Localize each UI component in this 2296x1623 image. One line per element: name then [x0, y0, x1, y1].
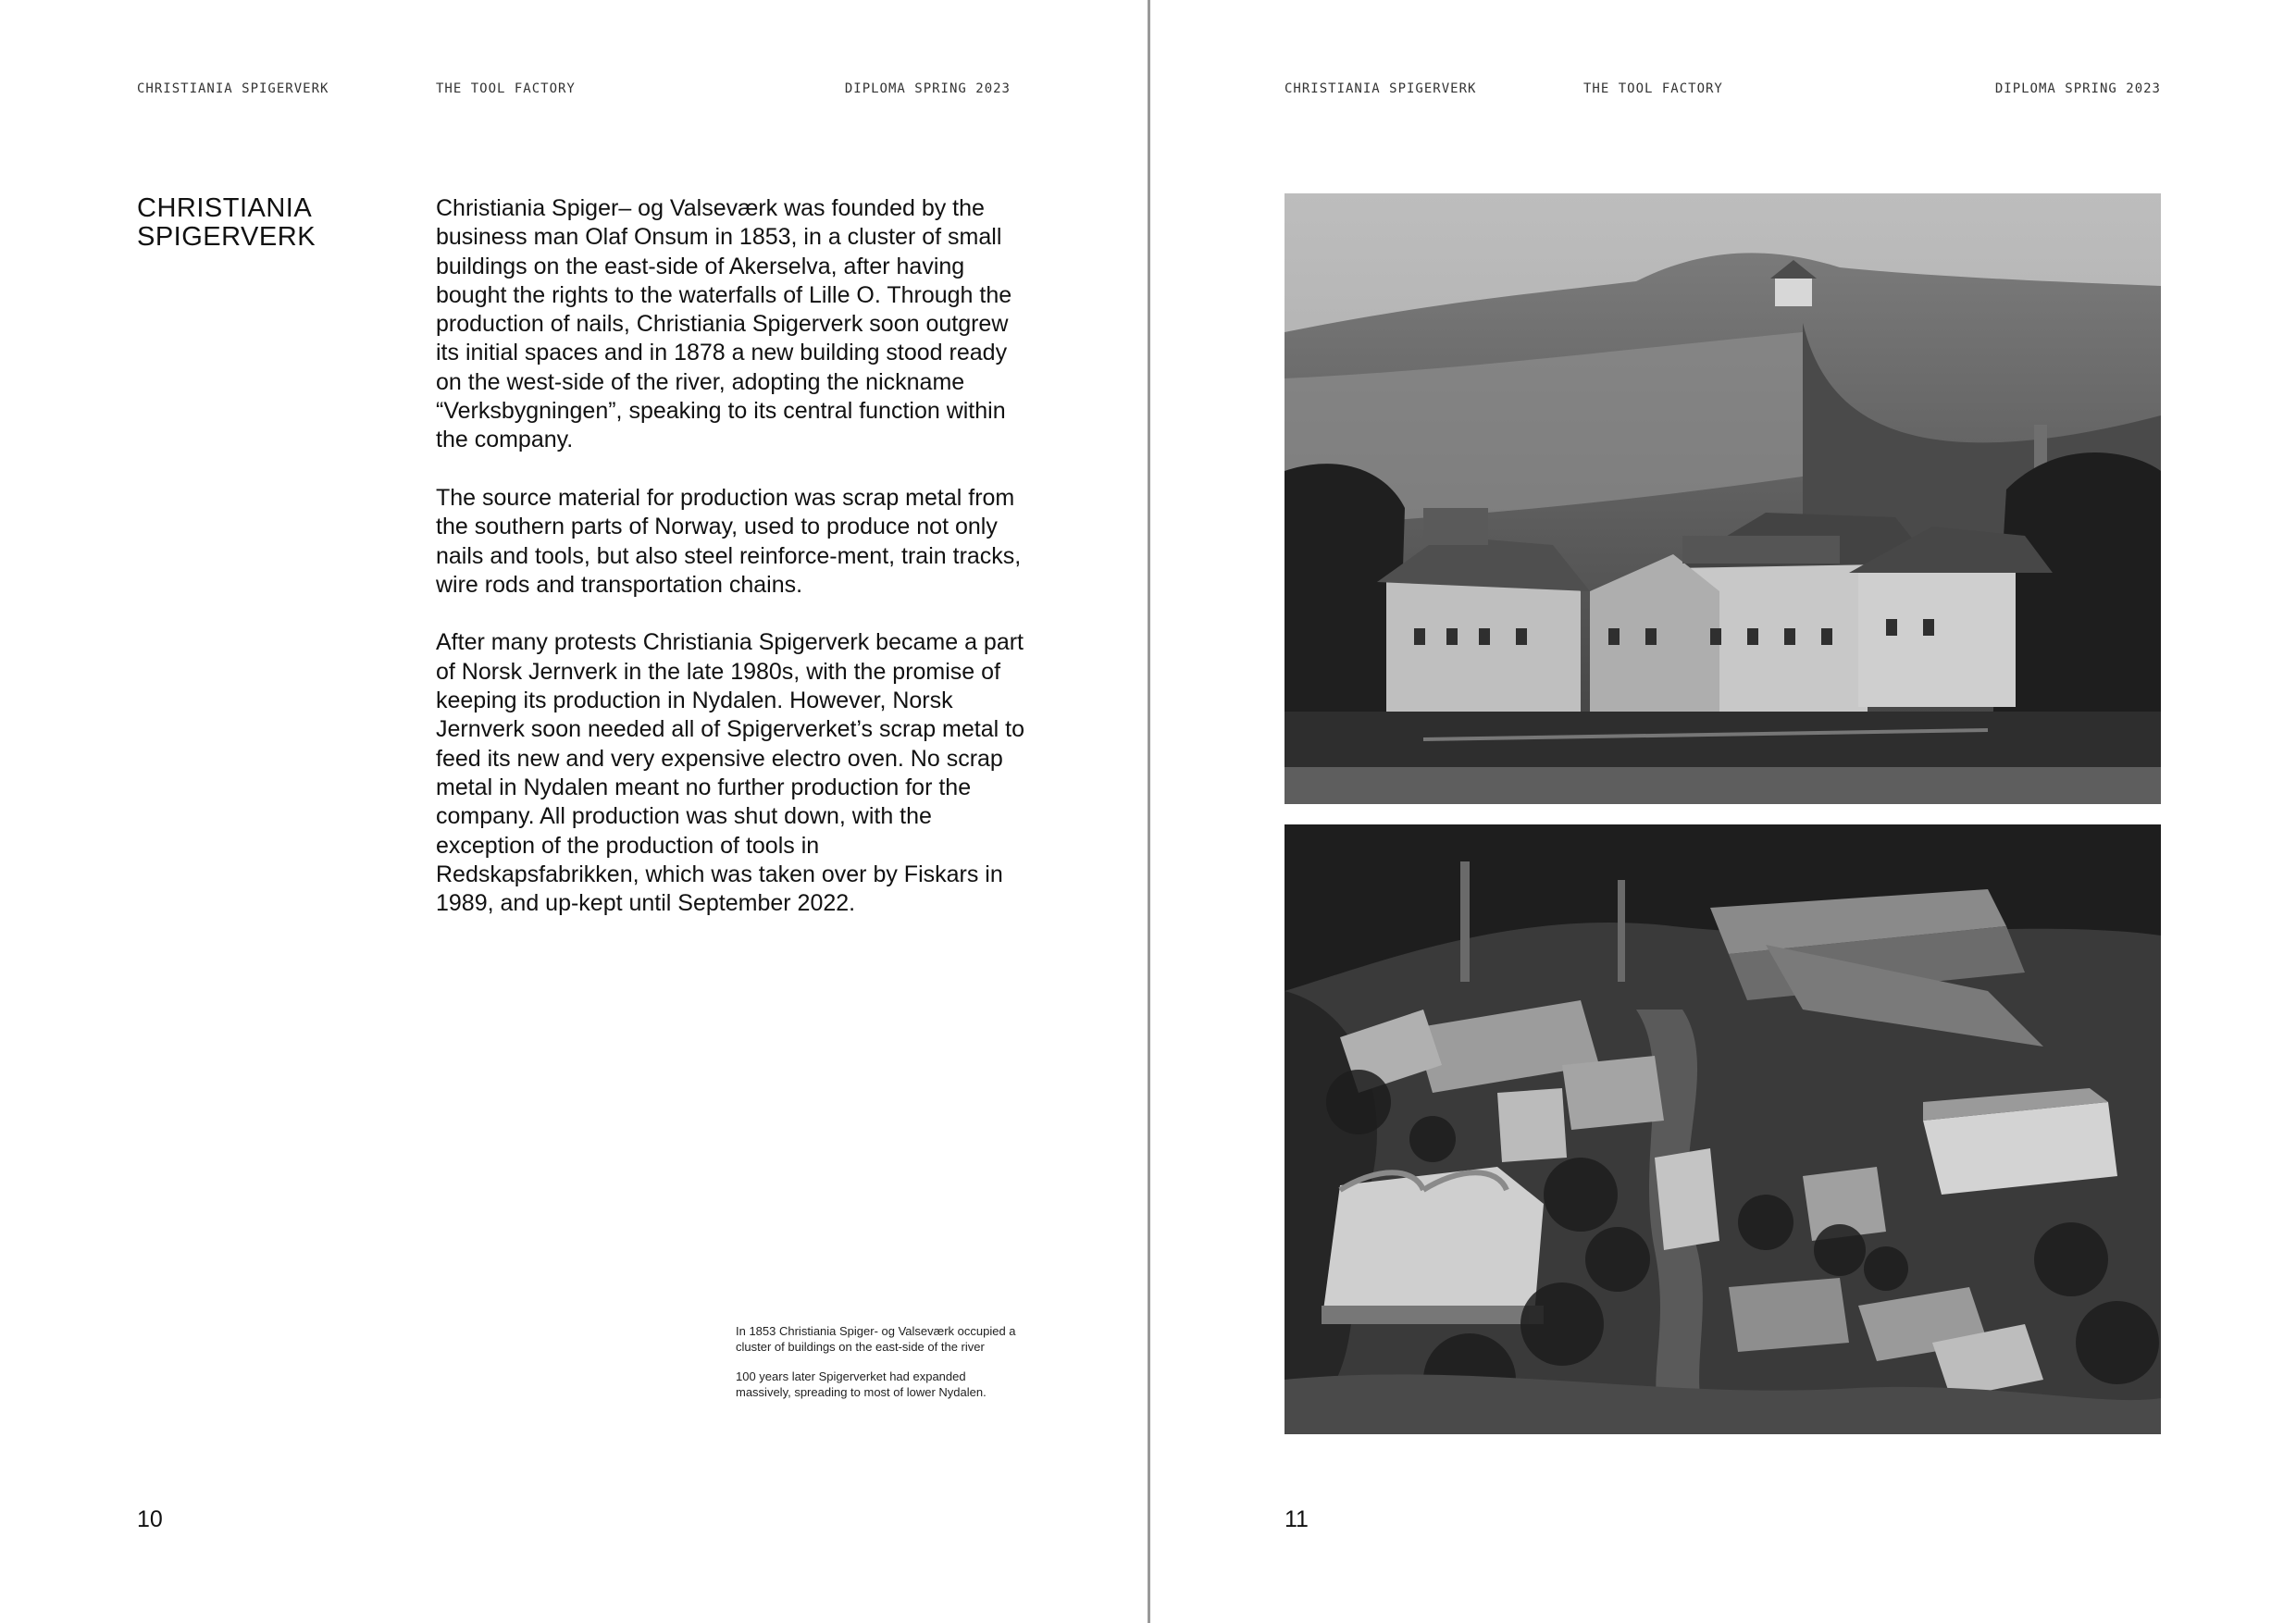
photo-aerial-expanded-works-image — [1285, 824, 2161, 1434]
section-title: CHRISTIANIA SPIGERVERK — [137, 193, 316, 252]
photo-aerial-expanded-works — [1285, 824, 2161, 1434]
paragraph: The source material for production was scrap metal from the southern parts of Norway, used to produce not only nails and tools, but also steel reinforce-ment, train tracks, wire rods and transportation chains. — [436, 484, 1022, 598]
caption-top-photo: In 1853 Christiania Spiger- og Valseværk occupied a cluster of buildings on the east-side of the river — [736, 1324, 1016, 1354]
header-title: THE TOOL FACTORY — [1583, 81, 1723, 96]
body-text — [436, 194, 1028, 948]
photo-factory-1853-image — [1285, 193, 2161, 804]
header-project: CHRISTIANIA SPIGERVERK — [137, 81, 329, 96]
photo-captions — [736, 1324, 1023, 1415]
header-title: THE TOOL FACTORY — [436, 81, 576, 96]
paragraph: After many protests Christiania Spigerverk became a part of Norsk Jernverk in the late 1980s, with the promise of keeping its production in Nydalen. However, Norsk Jernverk soon needed all of Spigerverket’s scrap metal to feed its new and very expensive electro oven. No scrap metal in Nydalen meant no further production for the company. All production was shut down, with the exception of the production of tools in Redskapsfabrikken, which was taken over by Fiskars in 1989, and up-kept until September 2022. — [436, 629, 1024, 917]
page-number-right: 11 — [1285, 1506, 1309, 1532]
paragraph: Christiania Spiger– og Valseværk was founded by the business man Olaf Onsum in 1853, in a cluster of small buildings on the east-side of Akerselva, after having bought the rights to the waterfalls of Lille O. Through the production of nails, Christiania Spigerverk soon outgrew its initial spaces and in 1878 a new building stood ready on the west-side of the river, adopting the nickname “Verksbygningen”, speaking to its central function within the company. — [436, 195, 1012, 453]
caption-bottom-photo: 100 years later Spigerverket had expanded massively, spreading to most of lower Nydalen. — [736, 1369, 987, 1399]
photo-factory-1853 — [1285, 193, 2161, 804]
right-page — [1148, 0, 2296, 1623]
header-edition: DIPLOMA SPRING 2023 — [1994, 81, 2161, 96]
header-project: CHRISTIANIA SPIGERVERK — [1285, 81, 1477, 96]
header-edition: DIPLOMA SPRING 2023 — [844, 81, 1011, 96]
page-number-left: 10 — [137, 1506, 163, 1532]
